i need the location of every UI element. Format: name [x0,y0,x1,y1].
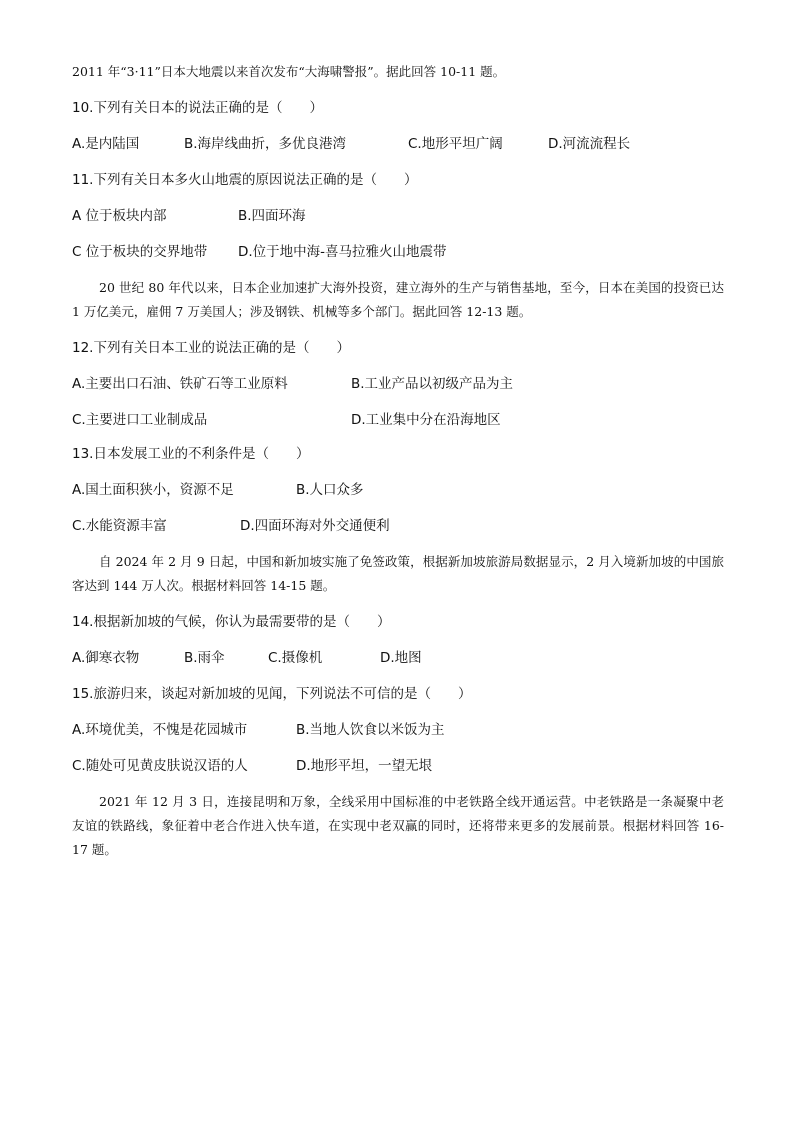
question-15-stem: 15.旅游归来，谈起对新加坡的见闻，下列说法不可信的是（ ） [72,686,472,702]
question-15-option-c: C.随处可见黄皮肤说汉语的人 [72,758,248,774]
question-14-option-d: D.地图 [380,650,422,666]
question-15-option-a: A.环境优美，不愧是花园城市 [72,722,248,738]
material-text-4: 2021 年 12 月 3 日，连接昆明和万象，全线采用中国标准的中老铁路全线开通运营。中老铁路是一条凝聚中老友谊的铁路线，象征着中老合作进入快车道，在实现中老双赢的同时，还将带来更多的发展前景。根据材料回答 16-17 题。 [72,794,724,857]
question-10-option-b: B.海岸线曲折，多优良港湾 [184,136,347,152]
question-14-option-a: A.御寒衣物 [72,650,140,666]
question-11-option-c: C 位于板块的交界地带 [72,244,208,260]
question-11-option-b: B.四面环海 [238,208,306,224]
question-12-stem: 12.下列有关日本工业的说法正确的是（ ） [72,340,350,356]
question-15-option-b: B.当地人饮食以米饭为主 [296,722,445,738]
question-11-option-a: A 位于板块内部 [72,208,167,224]
material-text-2: 20 世纪 80 年代以来，日本企业加速扩大海外投资，建立海外的生产与销售基地，至今，日本在美国的投资已达 1 万亿美元，雇佣 7 万美国人；涉及钢铁、机械等多个部门。据此回答 12-13 题。 [72,280,724,319]
question-13-stem: 13.日本发展工业的不利条件是（ ） [72,446,310,462]
question-13-option-a: A.国土面积狭小，资源不足 [72,482,234,498]
question-14-stem: 14.根据新加坡的气候，你认为最需要带的是（ ） [72,614,391,630]
question-12-option-d: D.工业集中分在沿海地区 [351,412,501,428]
question-14-option-c: C.摄像机 [268,650,323,666]
question-13-option-c: C.水能资源丰富 [72,518,167,534]
question-10-option-a: A.是内陆国 [72,136,140,152]
question-10-option-d: D.河流流程长 [548,136,631,152]
question-14-option-b: B.雨伞 [184,650,225,666]
question-12-option-a: A.主要出口石油、铁矿石等工业原料 [72,376,288,392]
question-11-option-d: D.位于地中海-喜马拉雅火山地震带 [238,244,447,260]
material-text-3: 自 2024 年 2 月 9 日起，中国和新加坡实施了免签政策，根据新加坡旅游局数据显示，2 月入境新加坡的中国旅客达到 144 万人次。根据材料回答 14-15 题。 [72,554,724,593]
question-12-option-b: B.工业产品以初级产品为主 [351,376,514,392]
question-10-stem: 10.下列有关日本的说法正确的是（ ） [72,100,323,116]
question-13-option-b: B.人口众多 [296,482,364,498]
question-10-option-c: C.地形平坦广阔 [408,136,503,152]
question-13-option-d: D.四面环海对外交通便利 [240,518,390,534]
question-12-option-c: C.主要进口工业制成品 [72,412,208,428]
question-15-option-d: D.地形平坦，一望无垠 [296,758,433,774]
question-11-stem: 11.下列有关日本多火山地震的原因说法正确的是（ ） [72,172,418,188]
material-text-1: 2011 年“3·11”日本大地震以来首次发布“大海啸警报”。据此回答 10-11 题。 [72,64,506,79]
